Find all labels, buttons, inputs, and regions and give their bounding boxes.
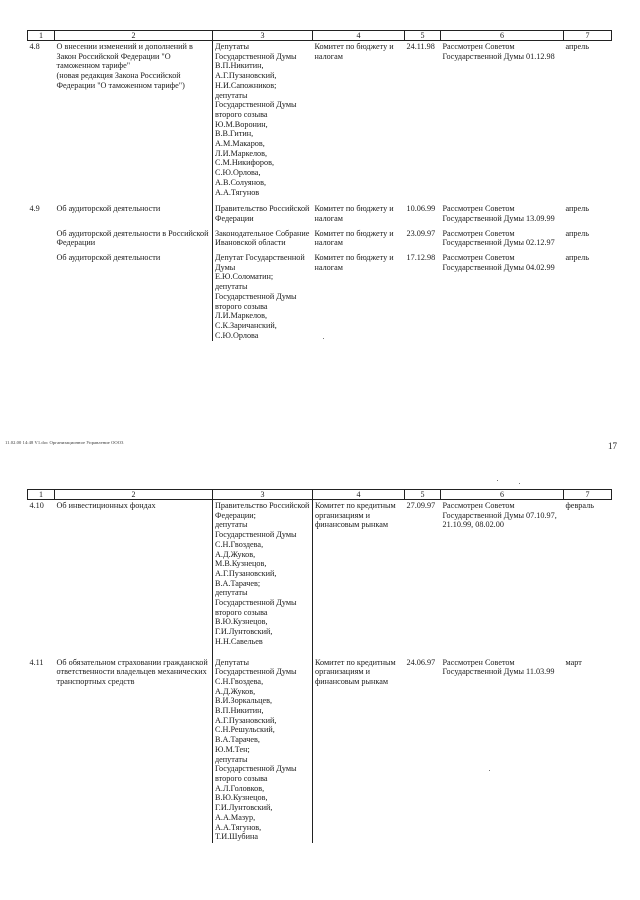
submission-date: 17.12.98 [406, 253, 436, 263]
planned-month: февраль [565, 501, 594, 510]
column-header: 5 [405, 31, 441, 41]
column-header: 5 [405, 490, 441, 500]
scan-speck [323, 338, 324, 339]
planned-month: апрель [565, 253, 589, 263]
table-row [28, 648, 612, 843]
review-status: Рассмотрен Советом Государственной Думы 11.03.99 [442, 657, 555, 677]
submission-date: 10.06.99 [406, 204, 436, 214]
submission-date: 24.11.98 [406, 42, 435, 51]
document-footer-code: 11.02.00 14:48 V1.doc Организационное Управление ООО3 [5, 440, 124, 445]
bill-title: Об обязательном страховании гражданской ответственности владельцев механических транспортных средств [56, 657, 208, 686]
table-row [28, 500, 612, 648]
bill-author: Депутат Государственной Думы Е.Ю.Соломатин; депутаты Государственной Думы второго созыва Л.И.Маркелов, С.К.Заричанский, С.Ю.Орлова [213, 249, 313, 341]
column-header: 1 [28, 490, 55, 500]
row-number: 4.9 [29, 204, 40, 214]
responsible-committee: Комитет по бюджету и налогам [314, 228, 394, 248]
scan-speck [497, 480, 498, 481]
column-header: 3 [213, 31, 313, 41]
bill-title: Об инвестиционных фондах [56, 501, 156, 510]
responsible-committee: Комитет по бюджету и налогам [314, 204, 394, 223]
column-header: 6 [441, 490, 564, 500]
row-number: 4.8 [29, 42, 40, 51]
responsible-committee: Комитет по кредитным организациям и финансовым рынкам [313, 500, 405, 648]
bill-title: Об аудиторской деятельности в Российской Федерации [56, 228, 209, 248]
submission-date: 24.06.97 [406, 657, 436, 667]
planned-month: апрель [565, 42, 589, 51]
responsible-committee: Комитет по бюджету и налогам [314, 42, 394, 61]
table-row [28, 249, 612, 341]
table-header-row [28, 31, 612, 41]
submission-date: 27.09.97 [406, 501, 436, 510]
review-status: Рассмотрен Советом Государственной Думы 13.09.99 [442, 204, 555, 223]
column-header: 2 [55, 31, 213, 41]
row-number: 4.11 [29, 657, 44, 667]
review-status: Рассмотрен Советом Государственной Думы 07.10.97, 21.10.99, 08.02.00 [442, 501, 557, 530]
bill-author: Правительство Российской Федерации [213, 198, 313, 224]
column-header: 2 [55, 490, 213, 500]
bill-author: Депутаты Государственной Думы В.П.Никитин, А.Г.Пузановский, Н.И.Сапожников; депутаты Государственной Думы второго созыва Ю.М.Воронин, В.В.Гитин, А.М.Макаров, Л.И.Маркелов, С.М.Никифоров, С.Ю.Орлова, А.В.Солуянов, А.А.Тягунов [213, 41, 313, 199]
column-header: 4 [313, 31, 405, 41]
planned-month: апрель [565, 204, 589, 214]
bill-title: О внесении изменений и дополнений в Закон Российской Федерации "О таможенном тарифе" (новая редакция Закона Российской Федерации "О таможенном тарифе") [56, 42, 193, 90]
column-header: 6 [441, 31, 564, 41]
bill-title: Об аудиторской деятельности [56, 204, 161, 214]
row-number: 4.10 [29, 501, 44, 510]
column-header: 7 [564, 490, 612, 500]
table-row [28, 225, 612, 249]
review-status: Рассмотрен Советом Государственной Думы 02.12.97 [442, 228, 555, 248]
page-number: 17 [608, 441, 617, 451]
review-status: Рассмотрен Советом Государственной Думы 04.02.99 [442, 253, 555, 272]
bill-author: Законодательное Собрание Ивановской области [213, 225, 313, 249]
responsible-committee: Комитет по бюджету и налогам [314, 253, 394, 272]
row-number [28, 249, 55, 341]
review-status: Рассмотрен Советом Государственной Думы 01.12.98 [442, 42, 555, 61]
column-header: 3 [213, 490, 313, 500]
bill-title: Об аудиторской деятельности [56, 253, 161, 263]
bill-author: Правительство Российской Федерации; депутаты Государственной Думы С.Н.Гвоздева, А.Д.Жуков, М.В.Кузнецов, А.Г.Пузановский, В.А.Тарачев; депутаты Государственной Думы второго созыва В.Ю.Кузнецов, Г.И.Лунтовский, Н.Н.Савельев [213, 500, 313, 648]
table-row [28, 198, 612, 224]
scan-speck [489, 770, 490, 771]
legislation-table-page-2 [27, 489, 612, 843]
responsible-committee: Комитет по кредитным организациям и финансовым рынкам [313, 648, 405, 843]
submission-date: 23.09.97 [406, 228, 436, 238]
table-row [28, 41, 612, 199]
column-header: 1 [28, 31, 55, 41]
column-header: 7 [564, 31, 612, 41]
row-number [28, 225, 55, 249]
planned-month: март [565, 657, 582, 667]
column-header: 4 [313, 490, 405, 500]
planned-month: апрель [565, 228, 589, 238]
scan-speck [519, 483, 520, 484]
bill-author: Депутаты Государственной Думы С.Н.Гвоздева, А.Д.Жуков, В.И.Зоркальцев, В.П.Никитин, А.Г.Пузановский, С.Н.Решульский, В.А.Тарачев, Ю.М.Тен; депутаты Государственной Думы второго созыва А.Л.Головков, В.Ю.Кузнецов, Г.И.Лунтовский, А.А.Мазур, А.А.Тягунов, Т.И.Шубина [213, 648, 313, 843]
table-header-row [28, 490, 612, 500]
legislation-table-page-1 [27, 30, 612, 341]
